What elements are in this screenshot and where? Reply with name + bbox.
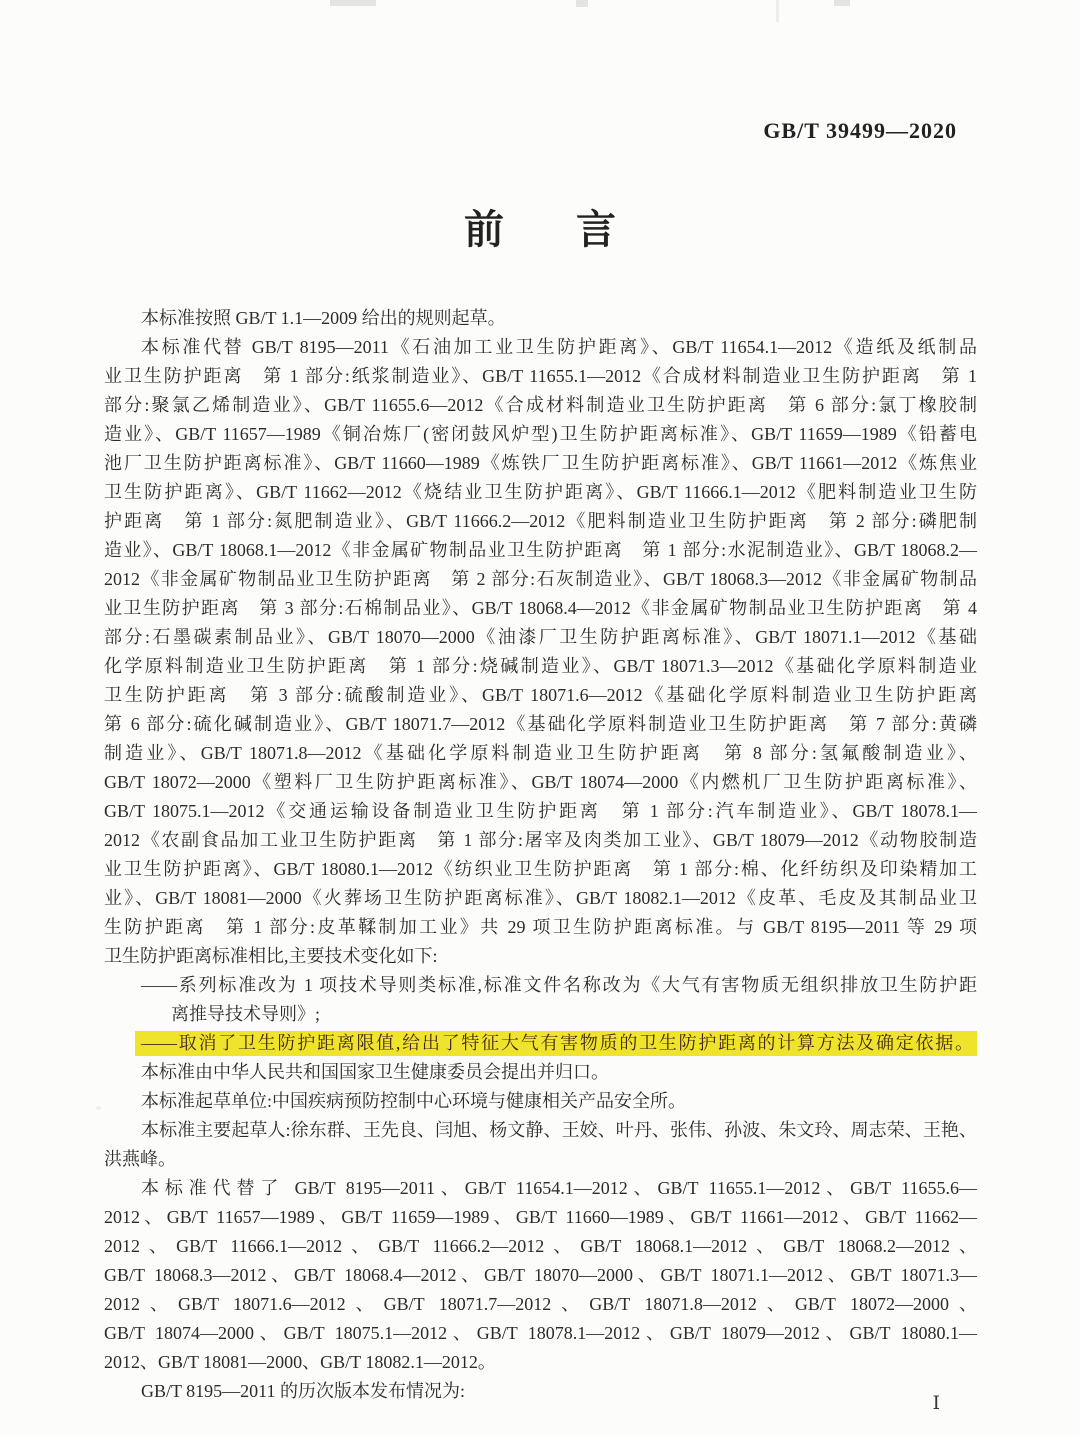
highlight-mark: ——取消了卫生防护距离限值,给出了特征大气有害物质的卫生防护距离的计算方法及确定依据。 — [135, 1031, 977, 1056]
text-line: 本标准代替 GB/T 8195—2011《石油加工业卫生防护距离》、GB/T 11654.1—2012《造纸及纸制品 — [141, 337, 977, 357]
text-line: 2012、GB/T 11657—1989、GB/T 11659—1989、GB/T 11660—1989、GB/T 11661—2012、GB/T 11662— — [104, 1207, 977, 1227]
text-line: GB/T 18068.3—2012、GB/T 18068.4—2012、GB/T 18070—2000、GB/T 18071.1—2012、GB/T 18071.3— — [104, 1265, 977, 1285]
text-line: 造业》、GB/T 11657—1989《铜冶炼厂(密闭鼓风炉型)卫生防护距离标准》、GB/T 11659—1989《铅蓄电 — [104, 424, 977, 444]
text-line: 制造业》、GB/T 18071.8—2012《基础化学原料制造业卫生防护距离 第 8 部分:氢氟酸制造业》、 — [104, 743, 977, 763]
text-line: 卫生防护距离》、GB/T 11662—2012《烧结业卫生防护距离》、GB/T 11666.1—2012《肥料制造业卫生防 — [104, 482, 977, 502]
text-line: 本标准起草单位:中国疾病预防控制中心环境与健康相关产品安全所。 — [141, 1091, 686, 1111]
text-line: GB/T 18075.1—2012《交通运输设备制造业卫生防护距离 第 1 部分:汽车制造业》、GB/T 18078.1— — [104, 801, 977, 821]
text-line: 业卫生防护距离》、GB/T 18080.1—2012《纺织业卫生防护距离 第 1 部分:棉、化纤纺织及印染精加工 — [104, 859, 977, 879]
page-number: Ⅰ — [932, 1393, 940, 1414]
text-line: 本标准主要起草人:徐东群、王先良、闫旭、杨文静、王姣、叶丹、张伟、孙波、朱文玲、周志荣、王艳、 — [141, 1120, 977, 1140]
text-line: 本标准按照 GB/T 1.1—2009 给出的规则起草。 — [141, 308, 506, 328]
text-line: 2012《农副食品加工业卫生防护距离 第 1 部分:屠宰及肉类加工业》、GB/T 18079—2012《动物胶制造 — [104, 830, 977, 850]
text-line: 2012、GB/T 11666.1—2012、GB/T 11666.2—2012、GB/T 18068.1—2012、GB/T 18068.2—2012、 — [104, 1236, 977, 1256]
text-line: 部分:聚氯乙烯制造业》、GB/T 11655.6—2012《合成材料制造业卫生防护距离 第 6 部分:氯丁橡胶制 — [104, 395, 977, 415]
text-line: 业》、GB/T 18081—2000《火葬场卫生防护距离标准》、GB/T 18082.1—2012《皮革、毛皮及其制品业卫 — [104, 888, 977, 908]
text-line-dash-item: ——系列标准改为 1 项技术导则类标准,标准文件名称改为《大气有害物质无组织排放卫生防护距 — [141, 975, 977, 995]
highlighted-line — [104, 1029, 977, 1058]
text-line: 2012、GB/T 18071.6—2012、GB/T 18071.7—2012、GB/T 18071.8—2012、GB/T 18072—2000、 — [104, 1294, 977, 1314]
text-line: 化学原料制造业卫生防护距离 第 1 部分:烧碱制造业》、GB/T 18071.3—2012《基础化学原料制造业 — [104, 656, 977, 676]
text-line: 2012、GB/T 18081—2000、GB/T 18082.1—2012。 — [104, 1352, 496, 1372]
text-line: GB/T 18074—2000、GB/T 18075.1—2012、GB/T 18078.1—2012、GB/T 18079—2012、GB/T 18080.1— — [104, 1323, 977, 1343]
text-line: 第 6 部分:硫化碱制造业》、GB/T 18071.7—2012《基础化学原料制造业卫生防护距离 第 7 部分:黄磷 — [104, 714, 977, 734]
text-line: 护距离 第 1 部分:氮肥制造业》、GB/T 11666.2—2012《肥料制造业卫生防护距离 第 2 部分:磷肥制 — [104, 511, 977, 531]
text-line: 部分:石墨碳素制品业》、GB/T 18070—2000《油漆厂卫生防护距离标准》、GB/T 18071.1—2012《基础 — [104, 627, 977, 647]
text-line: 业卫生防护距离 第 3 部分:石棉制品业》、GB/T 18068.4—2012《非金属矿物制品业卫生防护距离 第 4 — [104, 598, 977, 618]
text-line: 本标准代替了 GB/T 8195—2011、GB/T 11654.1—2012、GB/T 11655.1—2012、GB/T 11655.6— — [141, 1178, 977, 1198]
scan-smudge — [96, 1106, 101, 1110]
scan-smudge — [834, 0, 850, 6]
text-line: 业卫生防护距离 第 1 部分:纸浆制造业》、GB/T 11655.1—2012《合成材料制造业卫生防护距离 第 1 — [104, 366, 977, 386]
text-line: GB/T 8195—2011 的历次版本发布情况为: — [141, 1381, 466, 1401]
document-number: GB/T 39499—2020 — [763, 118, 957, 143]
text-line: 洪燕峰。 — [104, 1149, 176, 1169]
text-line: GB/T 18072—2000《塑料厂卫生防护距离标准》、GB/T 18074—2000《内燃机厂卫生防护距离标准》、 — [104, 772, 977, 792]
text-line: 造业》、GB/T 18068.1—2012《非金属矿物制品业卫生防护距离 第 1 部分:水泥制造业》、GB/T 18068.2— — [104, 540, 977, 560]
scan-smudge — [576, 0, 588, 7]
page-title: 前 言 — [464, 207, 632, 252]
text-line: 卫生防护距离标准相比,主要技术变化如下: — [104, 946, 438, 966]
text-line: 离推导技术导则》; — [171, 1004, 321, 1024]
foreword-body — [104, 304, 977, 1406]
text-line: 2012《非金属矿物制品业卫生防护距离 第 2 部分:石灰制造业》、GB/T 18068.3—2012《非金属矿物制品 — [104, 569, 977, 589]
text-line: 卫生防护距离 第 3 部分:硫酸制造业》、GB/T 18071.6—2012《基础化学原料制造业卫生防护距离 — [104, 685, 977, 705]
text-line: 池厂卫生防护距离标准》、GB/T 11660—1989《炼铁厂卫生防护距离标准》、GB/T 11661—2012《炼焦业 — [104, 453, 977, 473]
text-line: 生防护距离 第 1 部分:皮革鞣制加工业》共 29 项卫生防护距离标准。与 GB/T 8195—2011 等 29 项 — [104, 917, 977, 937]
scan-smudge — [330, 0, 376, 6]
text-line: 本标准由中华人民共和国国家卫生健康委员会提出并归口。 — [141, 1062, 609, 1082]
scan-smudge — [776, 0, 779, 22]
